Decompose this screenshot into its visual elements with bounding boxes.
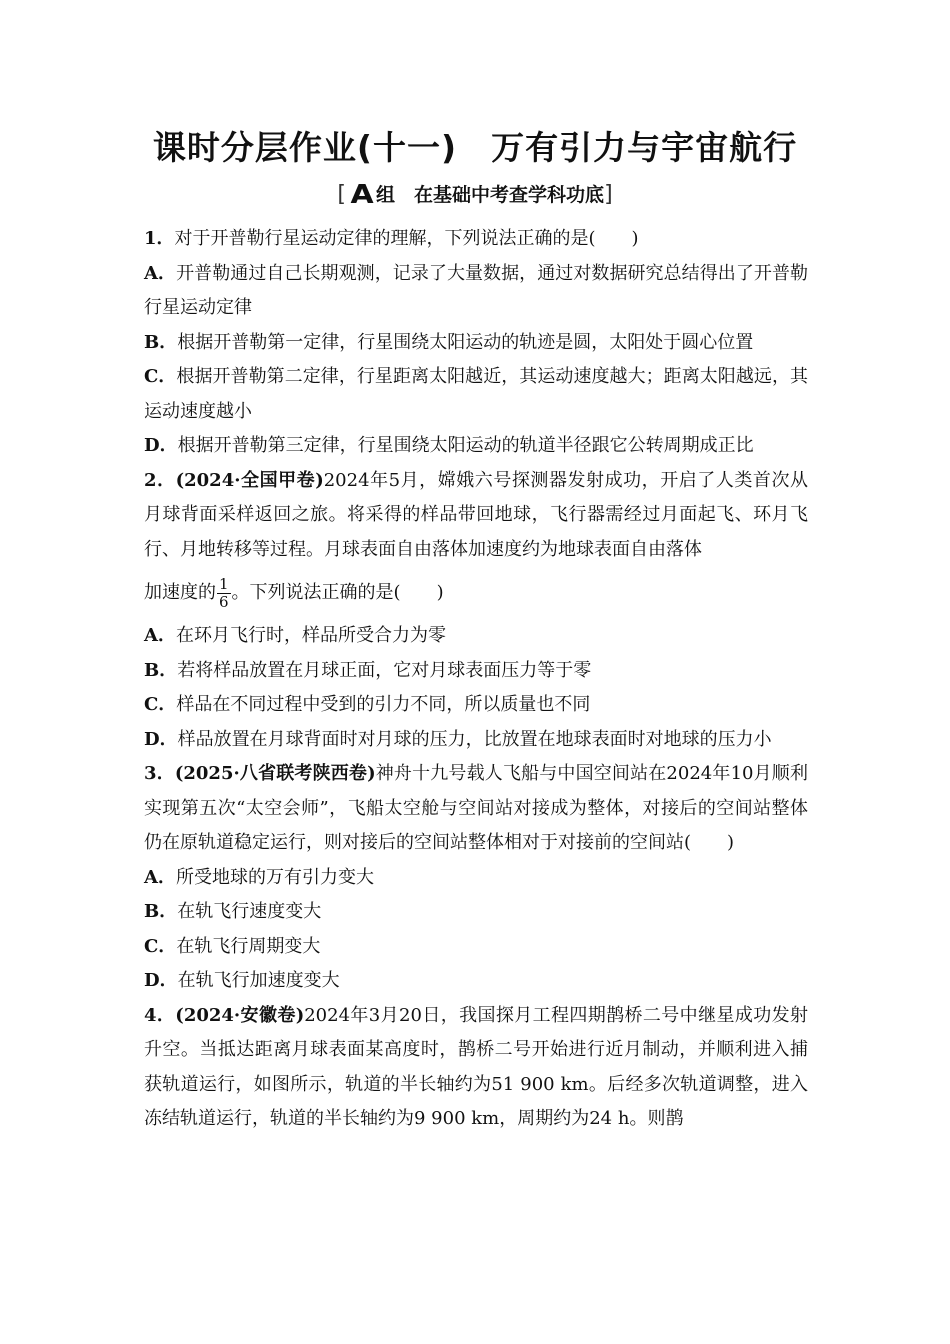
question-2 [144,464,808,758]
question-source: (2024·安徽卷) [175,1004,305,1026]
question-4 [144,999,808,1137]
question-stem [144,464,808,568]
question-text: 2024年3月20日，我国探月工程四期鹊桥二号中继星成功发射升空。当抵达距离月球表面某高度时，鹊桥二号开始进行近月制动，并顺利进入捕获轨道运行，如图所示，轨道的半长轴约为51 900 km。后经多次轨道调整，进入冻结轨道运行，轨道的半长轴约为9 900 km，周期约为24 h。则鹊 [144,1004,808,1129]
question-stem-tail [144,567,808,619]
option-text: 根据开普勒第一定律，行星围绕太阳运动的轨迹是圆，太阳处于圆心位置 [177,331,754,353]
option-b [144,326,808,361]
option-text: 在环月飞行时，样品所受合力为零 [175,625,446,646]
group-banner [0,180,950,210]
question-text-tail: 加速度的 [144,582,216,603]
right-bracket: ] [604,182,613,207]
question-stem [144,222,808,257]
group-badge: A [350,180,374,210]
option-text: 在轨飞行加速度变大 [177,970,340,991]
option-a [144,861,808,896]
question-number: 1． [144,228,175,249]
option-a [144,257,808,326]
option-text: 根据开普勒第三定律，行星围绕太阳运动的轨道半径跟它公转周期成正比 [177,435,754,456]
option-text: 在轨飞行速度变大 [177,901,322,922]
option-text: 所受地球的万有引力变大 [175,866,374,888]
option-text: 根据开普勒第二定律，行星距离太阳越近，其运动速度越大；距离太阳越远，其运动速度越小 [144,366,808,422]
option-b [144,654,808,689]
question-number: 4． [144,1004,176,1026]
question-text-end: 。下列说法正确的是( ) [231,582,444,603]
fraction-denominator: 6 [219,592,229,611]
option-key: C． [144,935,177,957]
question-text: 神舟十九号载人飞船与中国空间站在2024年10月顺利实现第五次“太空会师”，飞船太空舱与空间站对接成为整体，对接后的空间站整体仍在原轨道稳定运行，则对接后的空间站整体相对于对接前的空间站( ) [144,763,808,853]
option-b [144,895,808,930]
option-key: C． [144,366,177,387]
question-text: 2024年5月，嫦娥六号探测器发射成功，开启了人类首次从月球背面采样返回之旅。将采得的样品带回地球，飞行器需经过月面起飞、环月飞行、月地转移等过程。月球表面自由落体加速度约为地球表面自由落体 [144,469,808,560]
option-c [144,930,808,965]
option-key: A． [144,625,176,646]
option-key: C． [144,694,177,715]
question-source: (2024·全国甲卷) [175,469,324,491]
option-text: 样品放置在月球背面时对月球的压力，比放置在地球表面时对地球的压力小 [177,728,772,750]
question-stem [144,999,808,1137]
fraction-numerator: 1 [219,574,229,593]
fraction [217,576,231,611]
option-key: A． [144,262,177,284]
group-label: 组 在基础中考查学科功底 [376,184,605,206]
option-text: 在轨飞行周期变大 [176,935,321,957]
option-c [144,688,808,723]
option-key: A． [144,866,176,888]
option-key: D． [144,728,178,750]
option-c [144,360,808,429]
option-key: D． [144,970,178,991]
question-3 [144,757,808,999]
option-text: 开普勒通过自己长期观测，记录了大量数据，通过对数据研究总结得出了开普勒行星运动定律 [144,262,809,318]
question-list [144,222,808,1137]
option-d [144,964,808,999]
question-number: 3． [144,763,175,784]
option-text: 样品在不同过程中受到的引力不同，所以质量也不同 [176,694,591,715]
option-d [144,723,808,758]
option-key: B． [144,331,178,353]
question-stem [144,757,808,861]
page-title: 课时分层作业(十一) 万有引力与宇宙航行 [152,128,798,167]
option-text: 若将样品放置在月球正面，它对月球表面压力等于零 [177,659,592,681]
question-1 [144,222,808,464]
question-source: (2025·八省联考陕西卷) [174,763,376,784]
option-a [144,619,808,654]
question-number: 2． [144,469,176,491]
left-bracket: [ [337,182,346,207]
option-key: D． [144,435,178,456]
option-key: B． [144,901,178,922]
question-text: 对于开普勒行星运动定律的理解，下列说法正确的是( ) [174,228,639,249]
option-key: B． [144,659,178,681]
option-d [144,429,808,464]
